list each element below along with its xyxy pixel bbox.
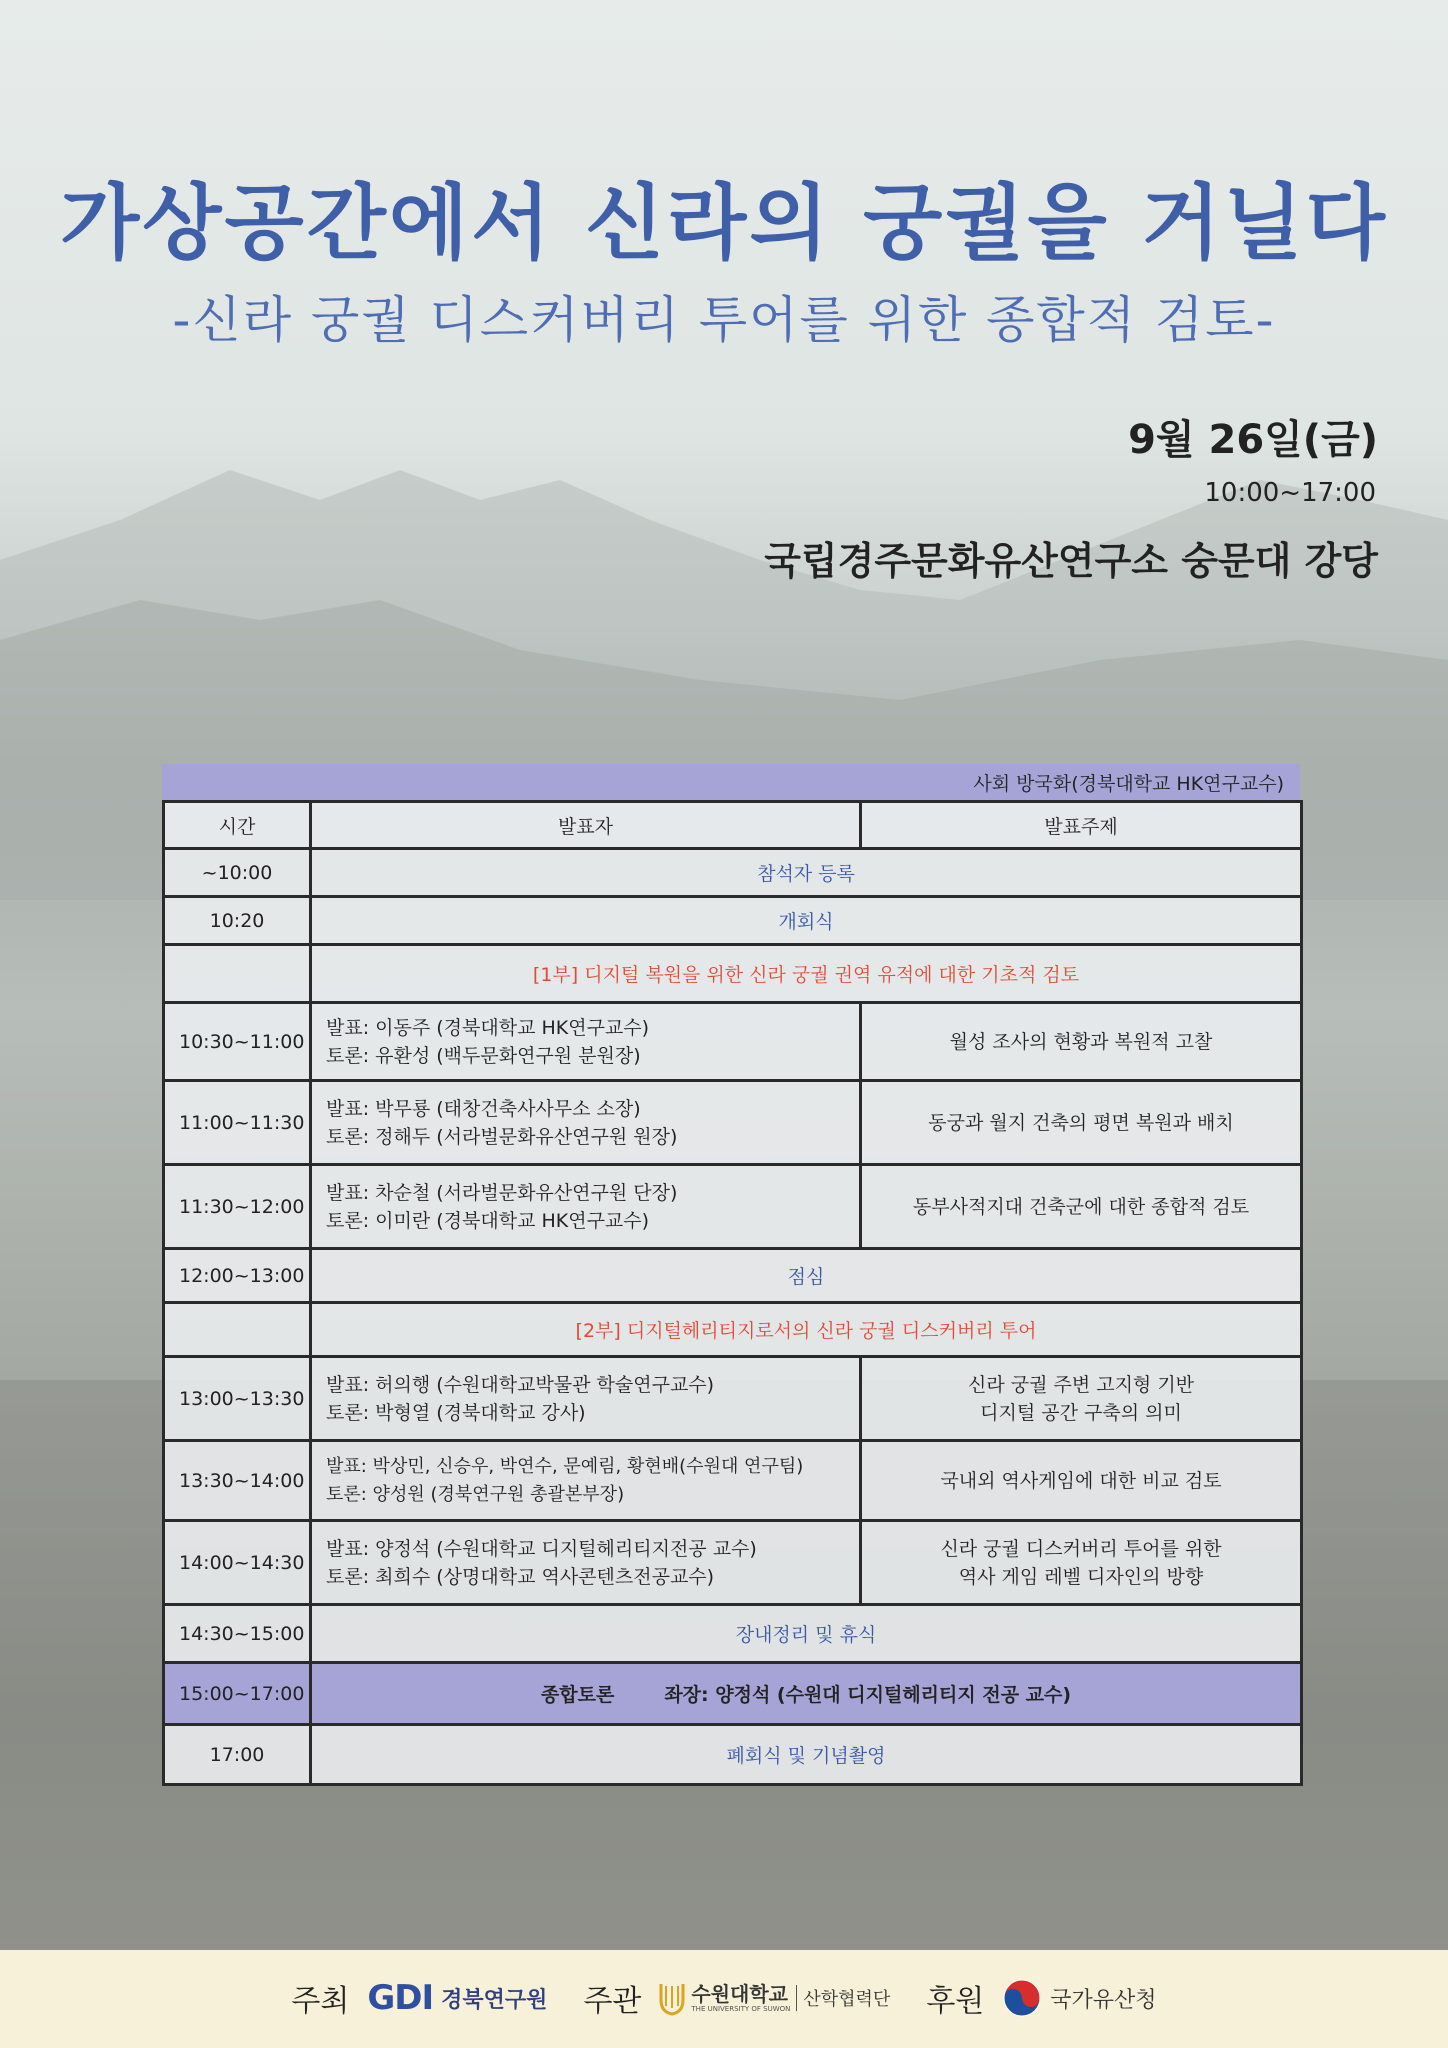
gdi-logo-mark: GDI [367,1978,434,2018]
discussant-text: 토론: 이미란 (경북대학교 HK연구교수) [326,1209,650,1232]
schedule-table [162,800,1303,1786]
header-presenter: 발표자 [311,802,861,849]
presenter-text: 발표: 차순철 (서라벌문화유산연구원 단장) [326,1181,678,1204]
table-row [164,1081,1302,1165]
program-schedule [162,764,1300,1786]
discussant-text: 토론: 유환성 (백두문화연구원 분원장) [326,1044,641,1067]
time-cell: 14:30~15:00 [164,1605,311,1663]
gdi-logo-text: 경북연구원 [441,1987,548,2013]
table-row-highlight [164,1663,1302,1725]
table-row [164,1521,1302,1605]
time-cell: 13:30~14:00 [164,1441,311,1521]
time-cell: ~10:00 [164,849,311,897]
table-header-row [164,802,1302,849]
table-row [164,1249,1302,1303]
heritage-text: 국가유산청 [1050,1987,1157,2013]
taegeuk-icon [1002,1978,1042,2018]
time-cell [164,1303,311,1357]
topic-line: 신라 궁궐 주변 고지형 기반 [967,1373,1195,1396]
presenter-cell [311,1165,861,1249]
topic-cell: 동부사적지대 건축군에 대한 종합적 검토 [861,1165,1302,1249]
time-cell: 11:00~11:30 [164,1081,311,1165]
presenter-cell [311,1357,861,1441]
topic-cell: 월성 조사의 현황과 복원적 고찰 [861,1003,1302,1081]
sponsor-label: 후원 [926,1984,985,2019]
page-title: 가상공간에서 신라의 궁궐을 거닐다 [60,176,1388,271]
suwon-emblem-icon [659,1980,685,2016]
topic-line: 디지털 공간 구축의 의미 [980,1401,1182,1424]
presenter-text: 발표: 허의행 (수원대학교박물관 학술연구교수) [326,1373,715,1396]
time-cell: 15:00~17:00 [164,1663,311,1725]
time-cell: 12:00~13:00 [164,1249,311,1303]
table-row [164,1605,1302,1663]
topic-cell: 동궁과 월지 건축의 평면 복원과 배치 [861,1081,1302,1165]
event-cell: 점심 [311,1249,1302,1303]
host-text: 사회 방국화(경북대학교 HK연구교수) [973,772,1284,795]
event-cell: 개회식 [311,897,1302,945]
topic-cell: 국내외 역사게임에 대한 비교 검토 [861,1441,1302,1521]
organizer-label: 주최 [291,1984,350,2019]
discussion-label: 종합토론 [540,1684,615,1706]
topic-cell [861,1521,1302,1605]
time-cell: 13:00~13:30 [164,1357,311,1441]
table-row [164,849,1302,897]
discussion-chair: 좌장: 양정석 (수원대 디지털헤리티지 전공 교수) [664,1684,1072,1706]
presenter-cell [311,1003,861,1081]
event-venue: 국립경주문화유산연구소 숭문대 강당 [764,539,1378,583]
table-row [164,897,1302,945]
time-cell [164,945,311,1003]
topic-cell [861,1357,1302,1441]
presenter-cell [311,1521,861,1605]
event-time: 10:00~17:00 [1204,478,1376,508]
heritage-logo [1002,1978,1156,2018]
suwon-logo [659,1980,890,2016]
section-row [164,1303,1302,1357]
presenter-cell [311,1441,861,1521]
presenter-text: 발표: 이동주 (경북대학교 HK연구교수) [326,1016,650,1039]
time-cell: 11:30~12:00 [164,1165,311,1249]
topic-line: 역사 게임 레벨 디자인의 방향 [958,1565,1204,1588]
suwon-sub: 산학협력단 [796,1985,890,2011]
table-row [164,1725,1302,1785]
presenter-cell [311,1081,861,1165]
section-row [164,945,1302,1003]
host-bar [162,764,1300,800]
time-cell: 10:30~11:00 [164,1003,311,1081]
suwon-name: 수원대학교 [691,1982,789,2006]
table-row [164,1357,1302,1441]
time-cell: 17:00 [164,1725,311,1785]
header-topic: 발표주제 [861,802,1302,849]
table-row [164,1003,1302,1081]
discussion-cell [311,1663,1302,1725]
sponsor-row [0,1958,1448,2038]
event-cell: 폐회식 및 기념촬영 [311,1725,1302,1785]
page-subtitle: -신라 궁궐 디스커버리 투어를 위한 종합적 검토- [172,291,1276,349]
header-time: 시간 [164,802,311,849]
table-row [164,1441,1302,1521]
section-title: [2부] 디지털헤리티지로서의 신라 궁궐 디스커버리 투어 [311,1303,1302,1357]
time-cell: 10:20 [164,897,311,945]
discussant-text: 토론: 정해두 (서라벌문화유산연구원 원장) [326,1125,678,1148]
event-cell: 참석자 등록 [311,849,1302,897]
section-title: [1부] 디지털 복원을 위한 신라 궁궐 권역 유적에 대한 기초적 검토 [311,945,1302,1003]
time-cell: 14:00~14:30 [164,1521,311,1605]
table-row [164,1165,1302,1249]
supervisor-label: 주관 [583,1984,642,2019]
discussant-text: 토론: 최희수 (상명대학교 역사콘텐츠전공교수) [326,1565,715,1588]
presenter-text: 발표: 박상민, 신승우, 박연수, 문예림, 황현배(수원대 연구팀) [326,1455,804,1477]
event-date: 9월 26일(금) [1128,417,1378,463]
discussant-text: 토론: 양성원 (경북연구원 총괄본부장) [326,1483,625,1505]
event-cell: 장내정리 및 휴식 [311,1605,1302,1663]
discussant-text: 토론: 박형열 (경북대학교 강사) [326,1401,586,1424]
gdi-logo [367,1978,547,2018]
presenter-text: 발표: 양정석 (수원대학교 디지털헤리티지전공 교수) [326,1537,757,1560]
suwon-english: THE UNIVERSITY OF SUWON [691,2005,791,2013]
topic-line: 신라 궁궐 디스커버리 투어를 위한 [940,1537,1222,1560]
presenter-text: 발표: 박무룡 (태창건축사사무소 소장) [326,1097,641,1120]
